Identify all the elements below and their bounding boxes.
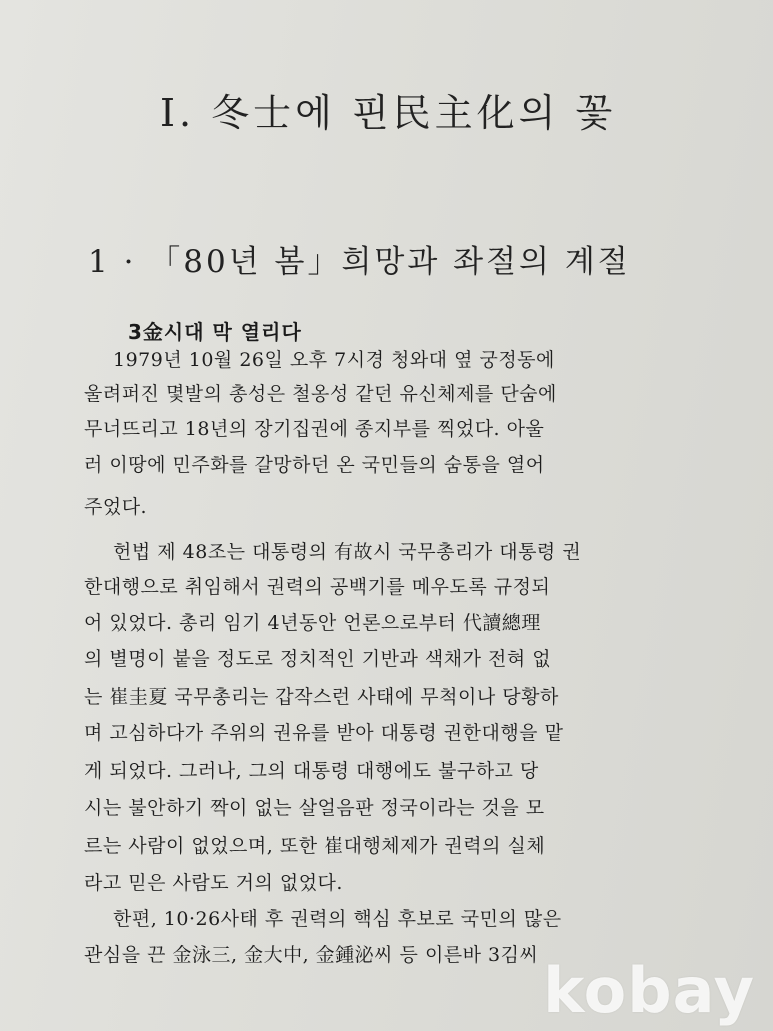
body-text-line: 어 있었다. 총리 임기 4년동안 언론으로부터 代讀總理: [84, 612, 541, 634]
body-text-line: 의 별명이 붙을 정도로 정치적인 기반과 색채가 전혀 없: [84, 648, 552, 670]
body-text-line: 헌법 제 48조는 대통령의 有故시 국무총리가 대통령 권: [113, 541, 582, 563]
body-text-line: 한편, 10·26사태 후 권력의 핵심 후보로 국민의 많은: [113, 908, 562, 930]
body-text-line: 러 이땅에 민주화를 갈망하던 온 국민들의 숨통을 열어: [84, 454, 545, 476]
body-text-line: 라고 믿은 사람도 거의 없었다.: [84, 872, 343, 894]
watermark-logo: kobay: [543, 954, 755, 1027]
body-text-line: 한대행으로 취임해서 권력의 공백기를 메우도록 규정되: [84, 576, 551, 598]
body-text-line: 울려퍼진 몇발의 총성은 철옹성 같던 유신체제를 단숨에: [84, 383, 557, 405]
body-text-line: 시는 불안하기 짝이 없는 살얼음판 정국이라는 것을 모: [84, 797, 545, 819]
body-text-line: 게 되었다. 그러나, 그의 대통령 대행에도 불구하고 당: [84, 760, 539, 782]
body-text-line: 주었다.: [84, 496, 148, 518]
body-text-line: 관심을 끈 金泳三, 金大中, 金鍾泌씨 등 이른바 3김씨: [84, 944, 539, 966]
body-text-line: 는 崔圭夏 국무총리는 갑작스런 사태에 무척이나 당황하: [84, 686, 559, 708]
body-text-line: 1979년 10월 26일 오후 7시경 청와대 옆 궁정동에: [113, 349, 555, 371]
body-text-line: 무너뜨리고 18년의 장기집권에 종지부를 찍었다. 아울: [84, 418, 545, 440]
body-text-line: 르는 사람이 없었으며, 또한 崔대행체제가 권력의 실체: [84, 835, 546, 857]
chapter-title: I. 冬士에 핀民主化의 꽃: [160, 91, 617, 135]
section-title: 1 · 「80년 봄」희망과 좌절의 계절: [88, 244, 631, 280]
body-text-line: 며 고심하다가 주위의 권유를 받아 대통령 권한대행을 맡: [84, 722, 564, 744]
subheading: 3金시대 막 열리다: [128, 320, 302, 344]
